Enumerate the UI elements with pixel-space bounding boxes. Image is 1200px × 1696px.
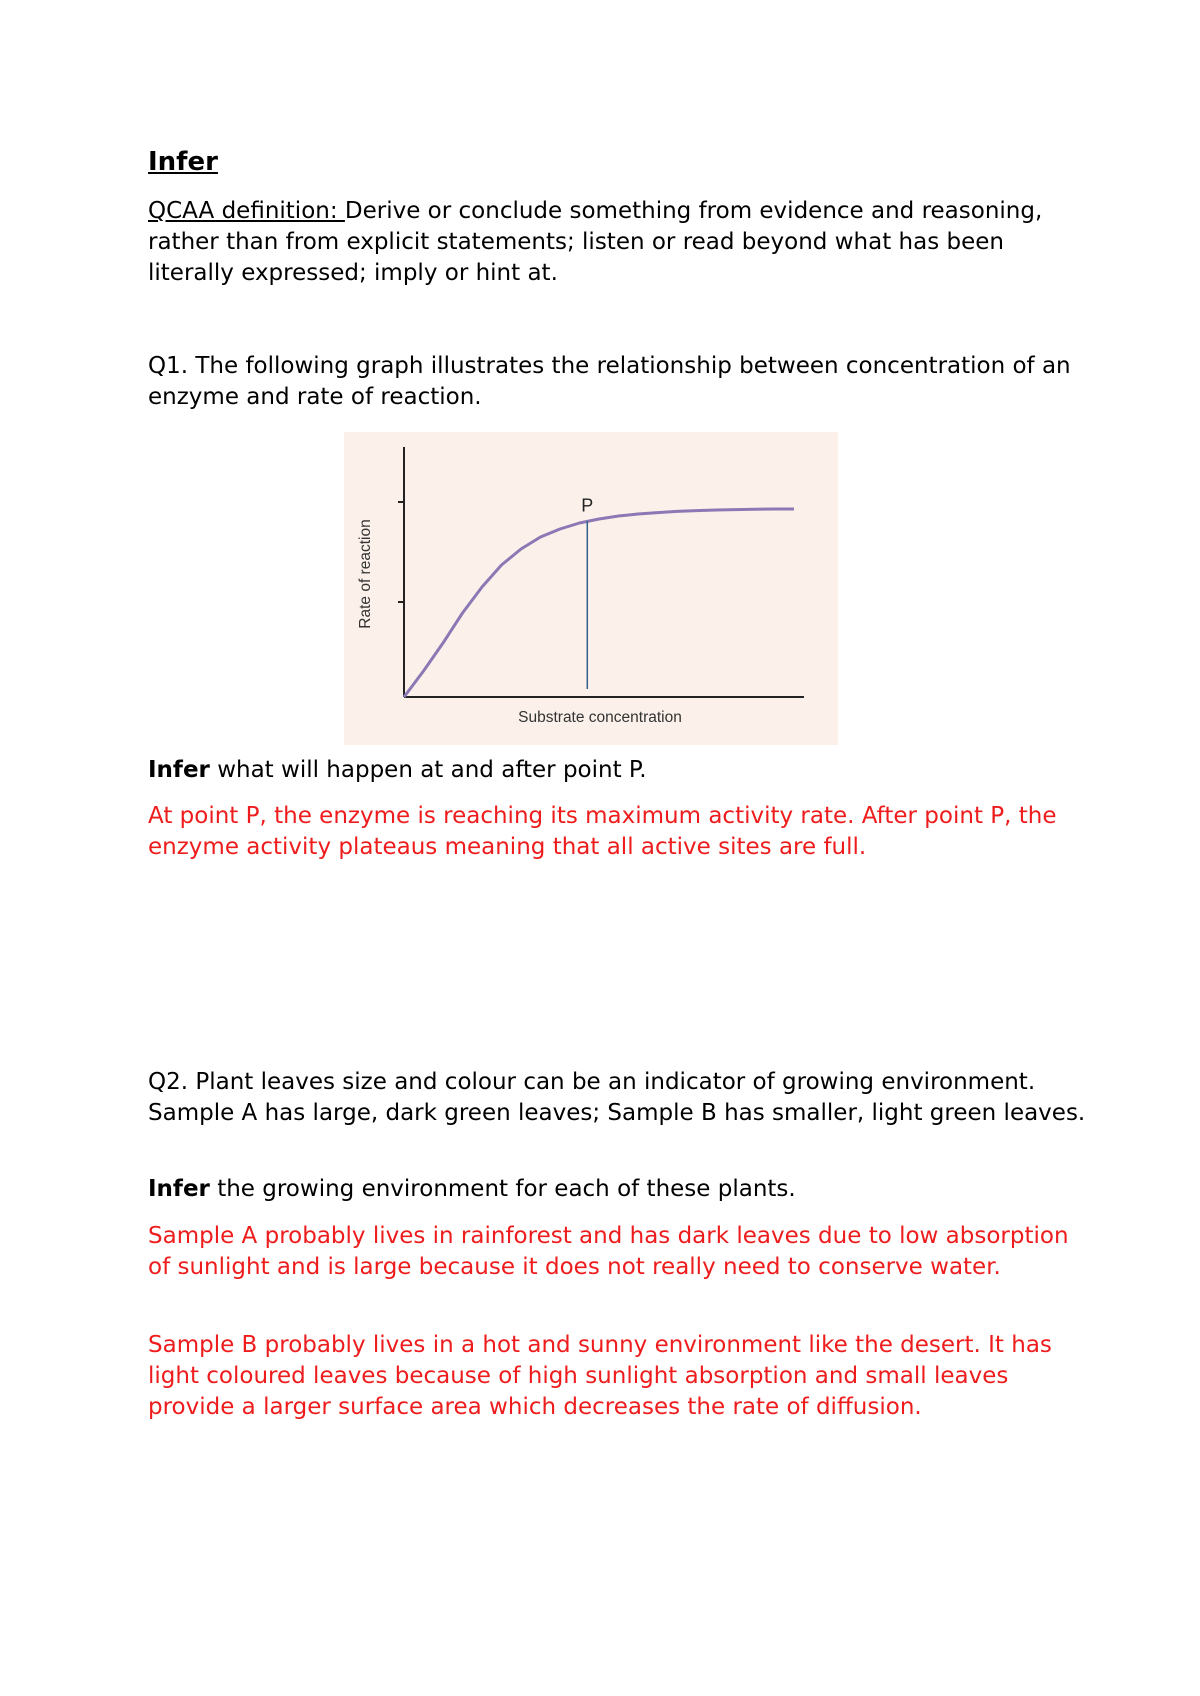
q2-answer-a: Sample A probably lives in rainforest and has dark leaves due to low absorption of sunlight and is large because it does not really need to conserve water.	[148, 1223, 1069, 1280]
definition-label: QCAA definition:	[148, 198, 345, 224]
q2-prompt-rest: the growing environment for each of these plants.	[209, 1176, 796, 1202]
graph-svg	[344, 432, 838, 745]
q2-prompt	[148, 1174, 1088, 1205]
definition-paragraph	[148, 196, 1088, 289]
q1-prompt	[148, 755, 1088, 786]
definition-text: Derive or conclude something from evidence and reasoning, rather than from explicit statements; listen or read beyond what has been literally expressed; imply or hint at.	[148, 198, 1043, 286]
q2-question: Q2. Plant leaves size and colour can be an indicator of growing environment. Sample A has large, dark green leaves; Sample B has smaller, light green leaves.	[148, 1069, 1086, 1126]
q2-prompt-bold: Infer	[148, 1176, 210, 1202]
y-axis-label: Rate of reaction	[357, 519, 374, 629]
q2-answer-b: Sample B probably lives in a hot and sunny environment like the desert. It has light coloured leaves because of high sunlight absorption and small leaves provide a larger surface area which decreases the rate of diffusion.	[148, 1332, 1052, 1420]
page-title: Infer	[148, 147, 218, 177]
q1-prompt-bold: Infer	[148, 757, 210, 783]
rate-curve	[404, 509, 794, 697]
graph-axes	[398, 447, 804, 697]
x-axis-label: Substrate concentration	[518, 709, 682, 726]
enzyme-rate-graph	[344, 432, 838, 745]
q1-question: Q1. The following graph illustrates the relationship between concentration of an enzyme and rate of reaction.	[148, 353, 1071, 410]
q1-answer: At point P, the enzyme is reaching its maximum activity rate. After point P, the enzyme activity plateaus meaning that all active sites are full.	[148, 803, 1057, 860]
point-p-label: P	[581, 495, 594, 516]
graph-marks	[404, 509, 794, 697]
q1-prompt-rest: what will happen at and after point P.	[209, 757, 647, 783]
